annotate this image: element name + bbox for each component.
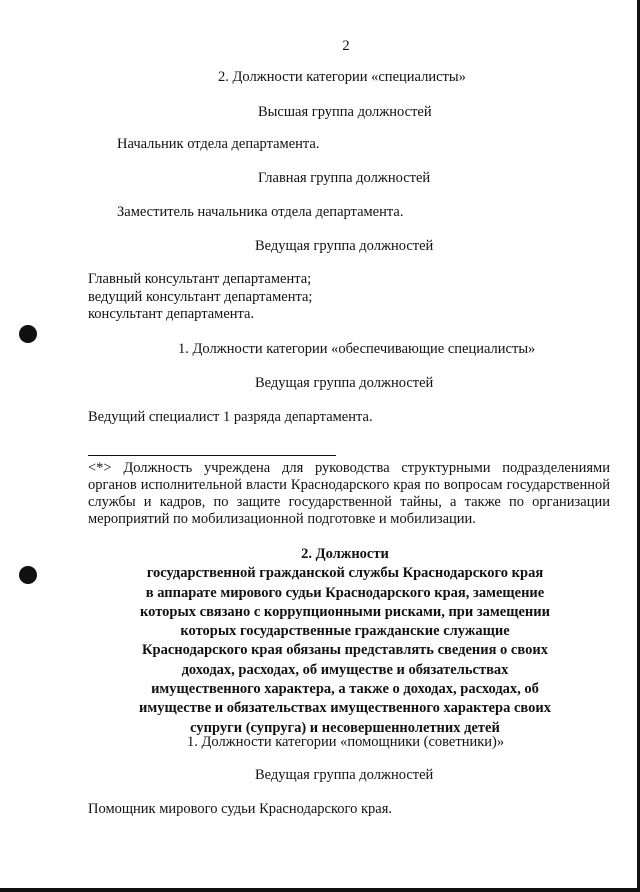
page-number: 2 xyxy=(342,38,350,54)
group-title-highest: Высшая группа должностей xyxy=(258,104,432,120)
heading-line: которых государственные гражданские служащие xyxy=(180,623,510,640)
heading-line: имущественного характера, а также о доходах, расходах, об xyxy=(151,681,539,698)
position-item: Главный консультант департамента; xyxy=(88,271,312,287)
category-title-assistants: 1. Должности категории «помощники (советники)» xyxy=(187,734,505,750)
position-item: Ведущий специалист 1 разряда департамента. xyxy=(88,409,373,425)
position-item: ведущий консультант департамента; xyxy=(88,289,313,305)
heading-line: 2. Должности xyxy=(301,546,389,562)
position-item: Заместитель начальника отдела департамента. xyxy=(117,204,404,220)
group-title-leading: Ведущая группа должностей xyxy=(255,767,434,783)
position-item: Начальник отдела департамента. xyxy=(117,136,320,152)
category-title-specialists: 2. Должности категории «специалисты» xyxy=(218,69,466,85)
footnote: <*> Должность учреждена для руководства структурными подразделениями органов исполнительной власти Краснодарского края по вопросам государственной службы и кадров, по защите государственной тайны, а также по организации мероприятий по мобилизационной подготовке и мобилизации. xyxy=(88,460,610,527)
footnote-separator xyxy=(88,455,336,456)
position-item: консультант департамента. xyxy=(88,306,255,322)
heading-line: Краснодарского края обязаны представлять сведения о своих xyxy=(142,642,548,659)
heading-line: доходах, расходах, об имуществе и обязательствах xyxy=(181,661,509,678)
scan-border-bottom xyxy=(0,888,640,892)
section-heading xyxy=(88,545,602,738)
heading-line: имуществе и обязательствах имущественного характера своих xyxy=(138,700,552,717)
heading-line: которых связано с коррупционными рисками, при замещении xyxy=(139,603,550,620)
category-title-support: 1. Должности категории «обеспечивающие специалисты» xyxy=(178,341,536,357)
group-title-main: Главная группа должностей xyxy=(258,170,431,186)
group-title-leading: Ведущая группа должностей xyxy=(255,375,434,391)
heading-line: супруги (супруга) и несовершеннолетних детей xyxy=(190,719,500,736)
punch-hole-mark xyxy=(19,325,37,343)
heading-line: государственной гражданской службы Краснодарского края xyxy=(146,565,544,582)
punch-hole-mark xyxy=(19,566,37,584)
position-item: Помощник мирового судьи Краснодарского края. xyxy=(88,801,393,817)
heading-line: в аппарате мирового судьи Краснодарского края, замещение xyxy=(145,584,545,601)
group-title-leading: Ведущая группа должностей xyxy=(255,238,434,254)
